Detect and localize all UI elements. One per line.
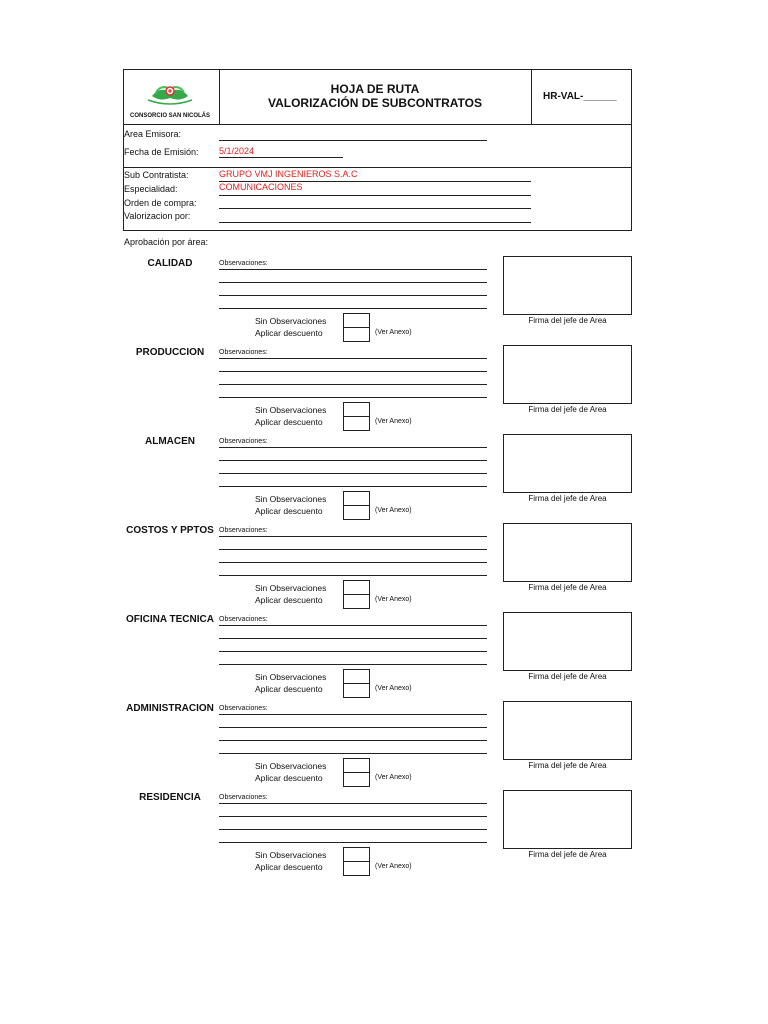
orden-compra-label: Orden de compra: [124, 198, 197, 208]
observaciones-line[interactable] [219, 549, 487, 550]
observaciones-line[interactable] [219, 473, 487, 474]
company-logo [130, 80, 210, 120]
aplicar-descuento-label: Aplicar descuento [255, 328, 323, 338]
signature-box[interactable] [503, 434, 632, 493]
ver-anexo-note: (Ver Anexo) [375, 596, 412, 603]
observaciones-line[interactable] [219, 803, 487, 804]
aplicar-descuento-checkbox[interactable] [343, 683, 370, 698]
sin-observaciones-checkbox[interactable] [343, 580, 370, 595]
ver-anexo-note: (Ver Anexo) [375, 774, 412, 781]
observaciones-line[interactable] [219, 486, 487, 487]
aplicar-descuento-label: Aplicar descuento [255, 773, 323, 783]
section-title: OFICINA TECNICA [126, 614, 214, 625]
sin-observaciones-label: Sin Observaciones [255, 316, 327, 326]
signature-label: Firma del jefe de Area [528, 316, 607, 325]
signature-label: Firma del jefe de Area [528, 583, 607, 592]
observaciones-line[interactable] [219, 727, 487, 728]
ver-anexo-note: (Ver Anexo) [375, 418, 412, 425]
section-title: COSTOS Y PPTOS [126, 525, 214, 536]
ver-anexo-note: (Ver Anexo) [375, 863, 412, 870]
aplicar-descuento-checkbox[interactable] [343, 327, 370, 342]
doc-code: HR-VAL-______ [543, 91, 617, 102]
signature-label: Firma del jefe de Area [528, 494, 607, 503]
sin-observaciones-label: Sin Observaciones [255, 583, 327, 593]
sin-observaciones-label: Sin Observaciones [255, 761, 327, 771]
observaciones-line[interactable] [219, 269, 487, 270]
area-emisora-label: Area Emisora: [124, 129, 182, 139]
aplicar-descuento-label: Aplicar descuento [255, 684, 323, 694]
area-emisora-field[interactable] [219, 140, 487, 141]
observaciones-line[interactable] [219, 282, 487, 283]
observaciones-line[interactable] [219, 460, 487, 461]
observaciones-label: Observaciones: [219, 438, 268, 445]
observaciones-line[interactable] [219, 295, 487, 296]
signature-label: Firma del jefe de Area [528, 672, 607, 681]
subcontratista-value[interactable]: GRUPO VMJ INGENIEROS S.A.C [219, 169, 358, 179]
observaciones-line[interactable] [219, 358, 487, 359]
aplicar-descuento-checkbox[interactable] [343, 594, 370, 609]
signature-box[interactable] [503, 790, 632, 849]
observaciones-line[interactable] [219, 397, 487, 398]
observaciones-line[interactable] [219, 384, 487, 385]
signature-box[interactable] [503, 523, 632, 582]
aplicar-descuento-label: Aplicar descuento [255, 595, 323, 605]
signature-box[interactable] [503, 612, 632, 671]
observaciones-line[interactable] [219, 664, 487, 665]
logo-icon [130, 80, 210, 106]
sin-observaciones-checkbox[interactable] [343, 313, 370, 328]
especialidad-label: Especialidad: [124, 184, 178, 194]
observaciones-line[interactable] [219, 562, 487, 563]
sin-observaciones-label: Sin Observaciones [255, 494, 327, 504]
section-title: ADMINISTRACION [126, 703, 214, 714]
observaciones-line[interactable] [219, 638, 487, 639]
fecha-emision-label: Fecha de Emisión: [124, 147, 199, 157]
sin-observaciones-checkbox[interactable] [343, 847, 370, 862]
sin-observaciones-label: Sin Observaciones [255, 850, 327, 860]
observaciones-line[interactable] [219, 371, 487, 372]
aplicar-descuento-label: Aplicar descuento [255, 417, 323, 427]
observaciones-label: Observaciones: [219, 616, 268, 623]
aplicar-descuento-checkbox[interactable] [343, 505, 370, 520]
observaciones-line[interactable] [219, 625, 487, 626]
section-title: ALMACEN [145, 436, 195, 447]
logo-text: CONSORCIO SAN NICOLÁS [130, 113, 211, 119]
signature-label: Firma del jefe de Area [528, 850, 607, 859]
approval-heading: Aprobación por área: [124, 237, 209, 247]
valorizacion-label: Valorizacion por: [124, 211, 191, 221]
signature-label: Firma del jefe de Area [528, 405, 607, 414]
observaciones-line[interactable] [219, 575, 487, 576]
observaciones-label: Observaciones: [219, 794, 268, 801]
subcontratista-label: Sub Contratista: [124, 170, 189, 180]
observaciones-line[interactable] [219, 714, 487, 715]
aplicar-descuento-checkbox[interactable] [343, 416, 370, 431]
especialidad-field [219, 195, 531, 196]
observaciones-line[interactable] [219, 753, 487, 754]
aplicar-descuento-label: Aplicar descuento [255, 862, 323, 872]
sin-observaciones-label: Sin Observaciones [255, 405, 327, 415]
aplicar-descuento-checkbox[interactable] [343, 772, 370, 787]
observaciones-line[interactable] [219, 740, 487, 741]
sin-observaciones-label: Sin Observaciones [255, 672, 327, 682]
observaciones-line[interactable] [219, 829, 487, 830]
observaciones-line[interactable] [219, 816, 487, 817]
sin-observaciones-checkbox[interactable] [343, 491, 370, 506]
observaciones-line[interactable] [219, 651, 487, 652]
signature-box[interactable] [503, 256, 632, 315]
section-title: RESIDENCIA [139, 792, 201, 803]
signature-label: Firma del jefe de Area [528, 761, 607, 770]
section-title: CALIDAD [147, 258, 193, 269]
observaciones-label: Observaciones: [219, 527, 268, 534]
header-divider-right [531, 69, 532, 124]
observaciones-label: Observaciones: [219, 705, 268, 712]
ver-anexo-note: (Ver Anexo) [375, 329, 412, 336]
ver-anexo-note: (Ver Anexo) [375, 507, 412, 514]
especialidad-value[interactable]: COMUNICACIONES [219, 182, 303, 192]
observaciones-label: Observaciones: [219, 260, 268, 267]
observaciones-label: Observaciones: [219, 349, 268, 356]
valorizacion-field[interactable] [219, 222, 531, 223]
observaciones-line[interactable] [219, 308, 487, 309]
section-title: PRODUCCION [135, 347, 205, 358]
fecha-emision-value[interactable]: 5/1/2024 [219, 146, 255, 156]
aplicar-descuento-label: Aplicar descuento [255, 506, 323, 516]
signature-box[interactable] [503, 345, 632, 404]
orden-compra-field[interactable] [219, 208, 531, 209]
fecha-emision-field [219, 157, 343, 158]
observaciones-line[interactable] [219, 447, 487, 448]
doc-title-line1: HOJA DE RUTA [330, 82, 420, 96]
doc-title-line2: VALORIZACIÓN DE SUBCONTRATOS [267, 96, 482, 110]
observaciones-line[interactable] [219, 842, 487, 843]
sin-observaciones-checkbox[interactable] [343, 669, 370, 684]
emission-box [123, 124, 632, 168]
signature-box[interactable] [503, 701, 632, 760]
ver-anexo-note: (Ver Anexo) [375, 685, 412, 692]
aplicar-descuento-checkbox[interactable] [343, 861, 370, 876]
observaciones-line[interactable] [219, 536, 487, 537]
sin-observaciones-checkbox[interactable] [343, 758, 370, 773]
sin-observaciones-checkbox[interactable] [343, 402, 370, 417]
